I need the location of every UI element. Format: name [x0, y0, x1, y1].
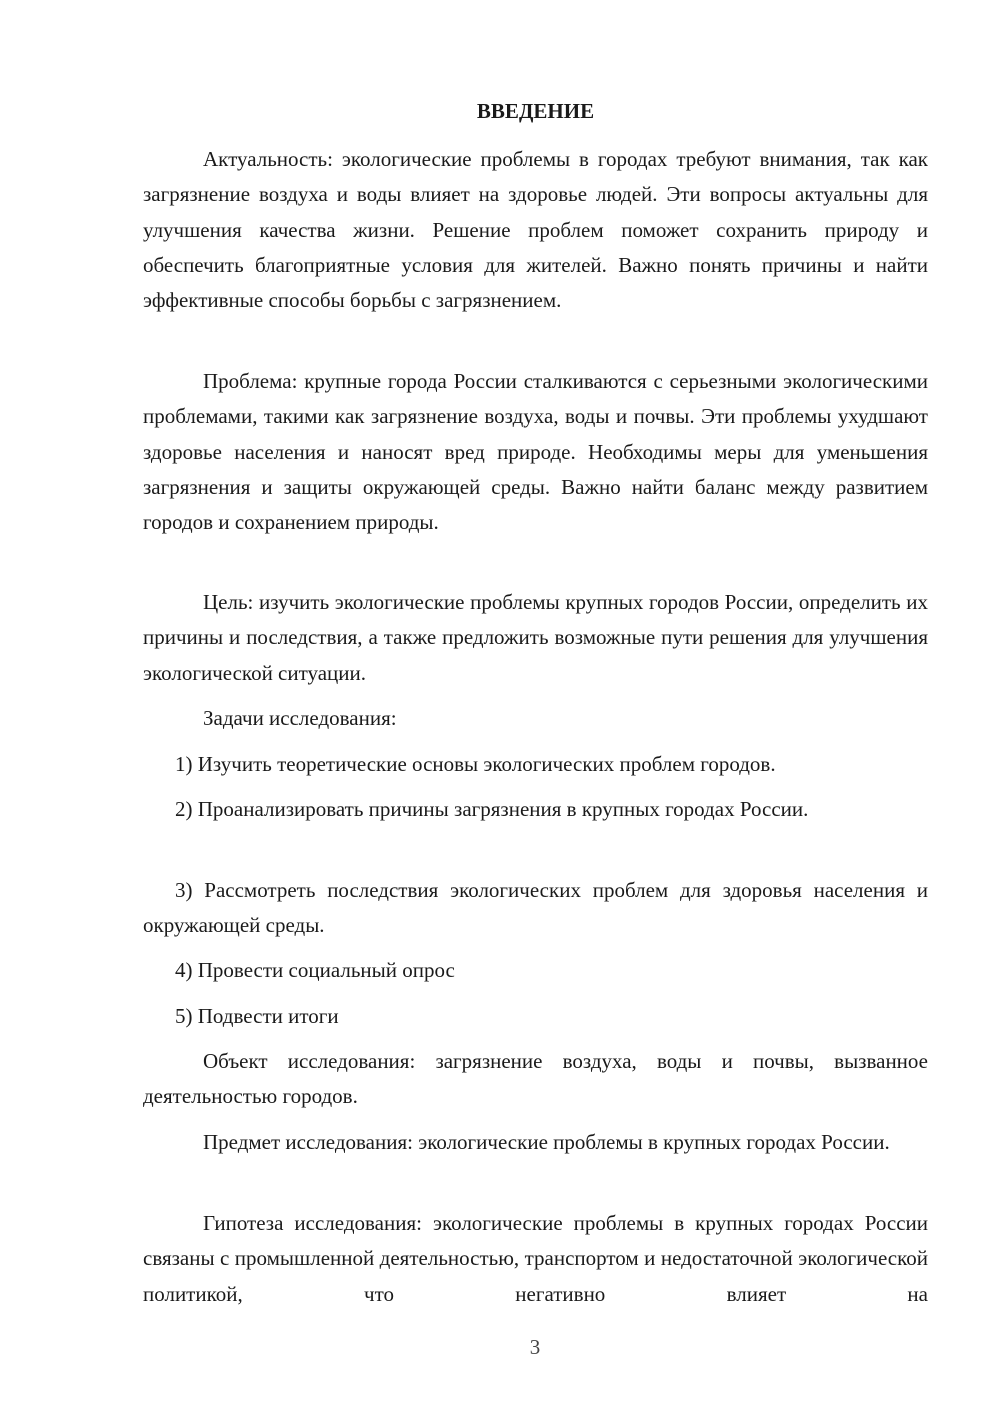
paragraph-hypothesis: Гипотеза исследования: экологические проблемы в крупных городах России связаны с промышленной деятельностью, транспортом и недостаточной экологической политикой, что негативно влияет на: [143, 1211, 928, 1306]
paragraph-goal: Цель: изучить экологические проблемы крупных городов России, определить их причины и последствия, а также предложить возможные пути решения для улучшения экологической ситуации.: [143, 590, 928, 685]
paragraph-object: Объект исследования: загрязнение воздуха, воды и почвы, вызванное деятельностью городов.: [143, 1049, 928, 1109]
paragraph-problem: Проблема: крупные города России сталкиваются с серьезными экологическими проблемами, такими как загрязнение воздуха, воды и почвы. Эти проблемы ухудшают здоровье населения и наносят вред природе. Необходимы меры для уменьшения загрязнения и защиты окружающей среды. Важно найти баланс между развитием городов и сохранением природы.: [143, 369, 928, 535]
paragraph-relevance: Актуальность: экологические проблемы в городах требуют внимания, так как загрязнение воздуха и воды влияет на здоровье людей. Эти вопросы актуальны для улучшения качества жизни. Решение проблем поможет сохранить природу и обеспечить благоприятные условия для жителей. Важно понять причины и найти эффективные способы борьбы с загрязнением.: [143, 147, 928, 313]
page-number: 3: [529, 1335, 541, 1359]
page-title: ВВЕДЕНИЕ: [476, 99, 595, 123]
list-item-task-5: 5) Подвести итоги: [175, 1004, 339, 1028]
list-item-task-2: 2) Проанализировать причины загрязнения в крупных городах России.: [175, 797, 809, 821]
list-item-task-3: 3) Рассмотреть последствия экологических проблем для здоровья населения и окружающей среды.: [143, 878, 928, 938]
paragraph-tasks-heading: Задачи исследования:: [203, 706, 397, 730]
list-item-task-1: 1) Изучить теоретические основы экологических проблем городов.: [175, 752, 776, 776]
paragraph-subject: Предмет исследования: экологические проблемы в крупных городах России.: [203, 1130, 890, 1154]
list-item-task-4: 4) Провести социальный опрос: [175, 958, 455, 982]
